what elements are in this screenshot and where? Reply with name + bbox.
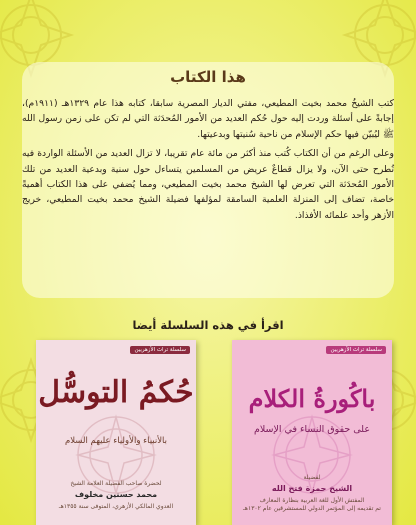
series-heading: اقرأ في هذه السلسلة أيضا — [132, 318, 284, 332]
book-author: محمد حسنين مخلوف — [74, 490, 158, 499]
paragraph: كتب الشيخُ محمد بخيت المطيعي، مفتي الديار المصرية سابقا، كتابه هذا عام ١٣٢٩هـ (١٩١١م)، إجابةً على أسئلة وردت إليه حول حُكم العديد من الأمور المُحدَثة التي لم تكن على زمن رسول الله ﷺ ليُبيّن فيها حكم الإسلام من ناحية سُنيتها وبدعيتها. — [22, 98, 394, 140]
book-subtitle: على حقوق النساء في الإسلام — [253, 424, 371, 435]
description-body — [22, 96, 394, 227]
book-cover-bakurat[interactable] — [232, 340, 392, 525]
book-title: حُكمُ التوسُّل — [38, 375, 194, 410]
author-note: تم تقديمه إلى المؤتمر الدولي للمستشرقين عام ١٣٠٢هـ — [243, 505, 381, 512]
page-title: هذا الكتاب — [170, 68, 246, 86]
book-title: باكُورةُ الكلام — [248, 384, 376, 413]
book-cover-tawassul[interactable] — [36, 340, 196, 525]
author-prefix: لفضيلة — [303, 474, 321, 481]
paragraph: وعلى الرغم من أن الكتاب كُتب منذ أكثر من مائة عام تقريبا، لا تزال العديد من الأسئلة الواردة فيه تُطرح حتى الآن، ولا يزال قطاعٌ عريض من المسلمين يتساءل حول سنية وبدعية العديد من تلك الأمور المُحدَثة التي تعرض لها الشيخ محمد بخيت المطيعي، ومما يُضفي على هذا الكتاب أهميةً خاصة، تضاف إلى المنزلة العلمية السامقة لمؤلفها فضيلة الشيخ محمد بخيت المطيعي، خريج الأزهر وأحد علمائه الأفذاذ. — [22, 148, 394, 221]
series-badge: سلسلة تراث الأزهريين — [326, 346, 386, 354]
book-author: الشيخ حمزة فتح الله — [271, 484, 353, 493]
series-badge: سلسلة تراث الأزهريين — [130, 346, 190, 354]
book-subtitle: بالأنبياء والأولياء عليهم السلام — [64, 436, 168, 446]
author-note: المفتش الأول للغة العربية بنظارة المعارف — [259, 497, 365, 504]
author-suffix: العدوي المالكي الأزهري، المتوفى سنة ١٣٥٥هـ — [58, 503, 174, 510]
author-prefix: لحضرة صاحب الفضيلة العلامة الشيخ — [70, 480, 162, 487]
